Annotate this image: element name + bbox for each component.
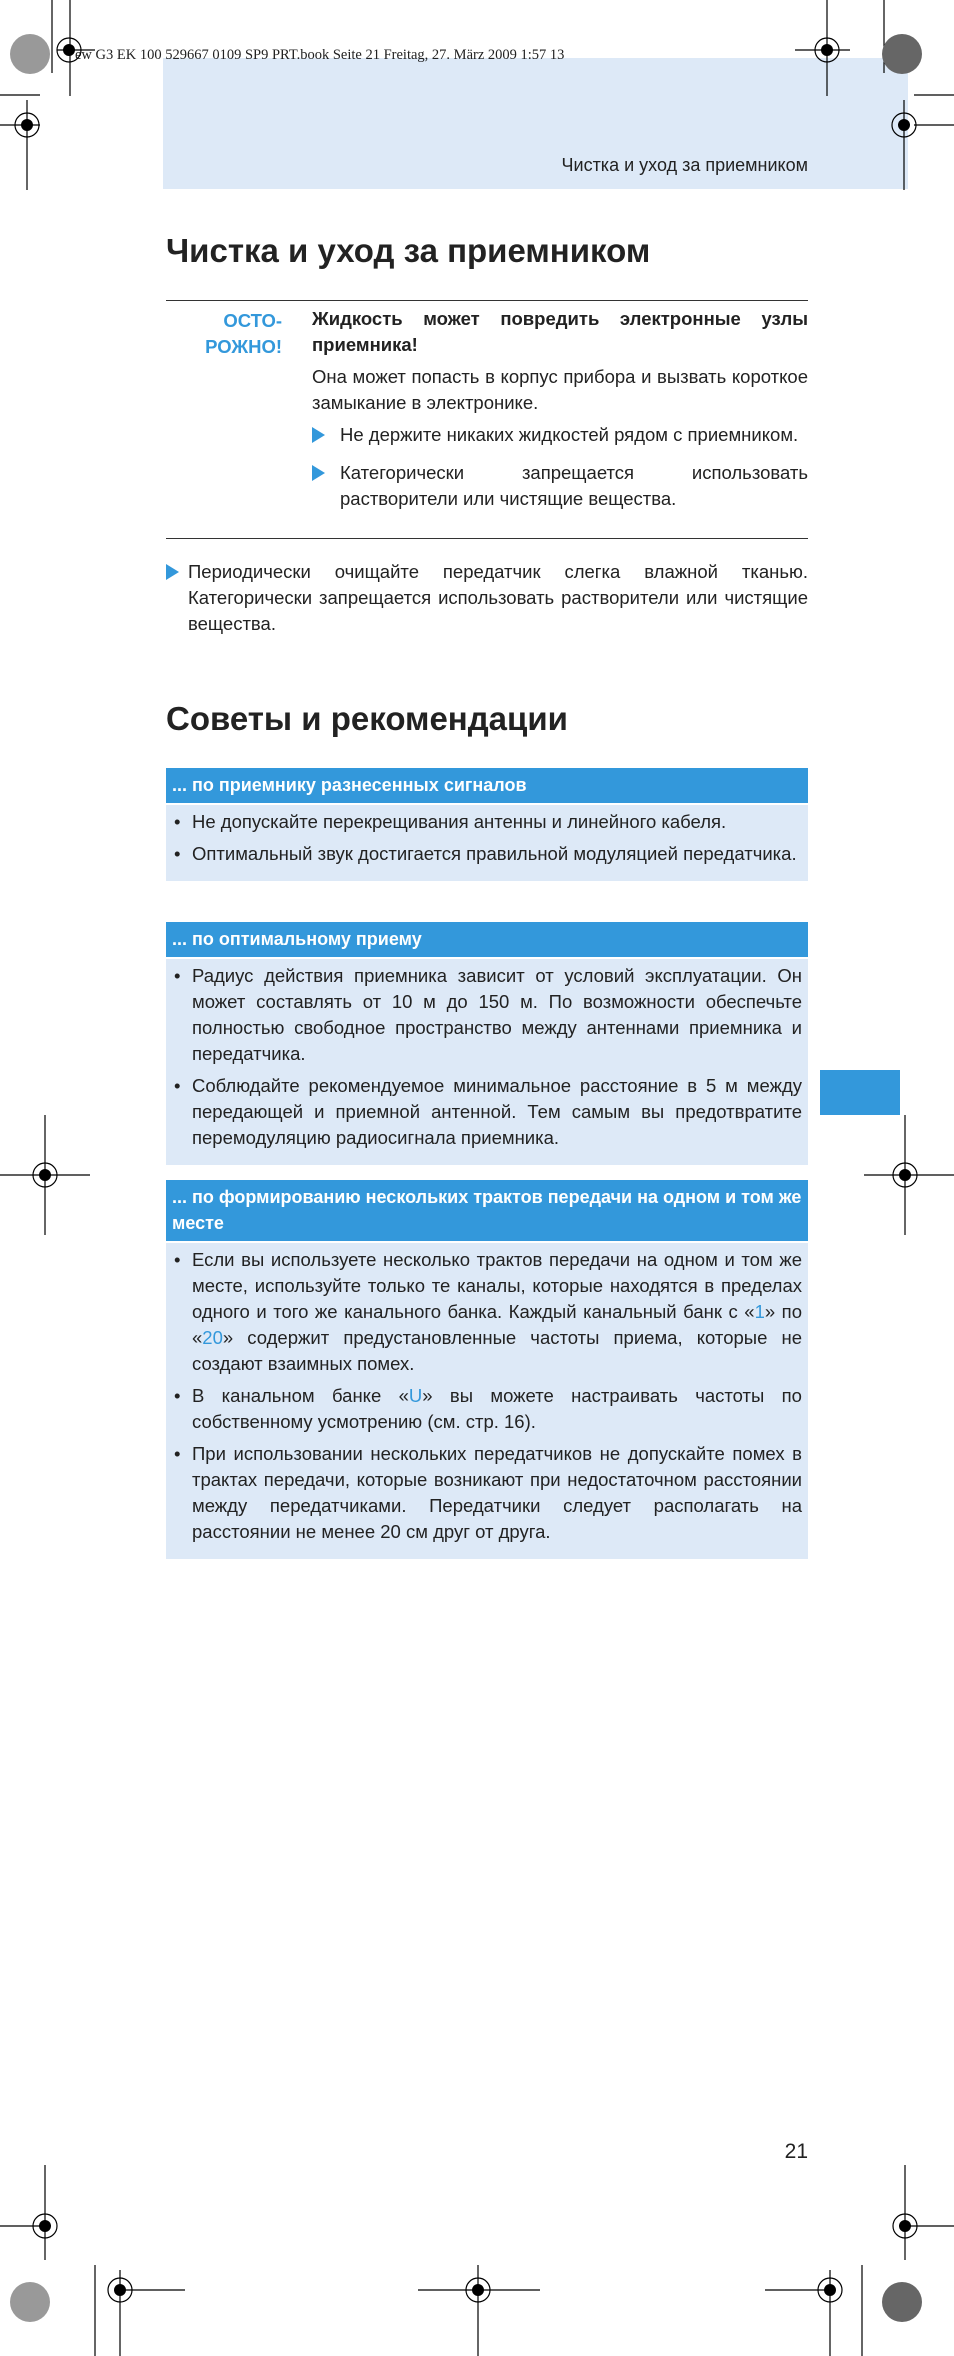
channel-bank-start: 1 [754, 1301, 765, 1322]
tip-box-reception [166, 922, 808, 1165]
warning-label-line1: ОСТО- [223, 310, 282, 331]
list-item-text: Радиус действия приемника зависит от условий эксплуатации. Он может составлять от 10 м до 150 м. По возможности обеспечьте полностью свободное пространство между антеннами приемника и передатчика. [192, 965, 802, 1064]
chapter-tab [820, 1070, 900, 1115]
list-item-text: Если вы используете несколько трактов передачи на одном и том же месте, используйте только те каналы, которые находятся в пределах одного и того же канального банка. Каждый канальный банк с « [192, 1249, 802, 1322]
channel-bank-user: U [408, 1385, 423, 1406]
print-info: ew G3 EK 100 529667 0109 SP9 PRT.book Seite 21 Freitag, 27. März 2009 1:57 13 [75, 47, 565, 63]
section-title-tips: Советы и рекомендации [166, 700, 568, 737]
list-item: • Радиус действия приемника зависит от условий эксплуатации. Он может составлять от 10 м до 150 м. По возможности обеспечьте полностью свободное пространство между антеннами приемника и передатчика. [174, 965, 802, 1064]
cleaning-instruction [166, 553, 808, 649]
arrow-icon [166, 564, 179, 580]
list-item-text: » содержит предустановленные частоты приема, которые не создают взаимных помех. [192, 1327, 802, 1374]
tip-box-multichannel [166, 1180, 808, 1559]
list-item-text: При использовании нескольких передатчиков не допускайте помех в трактах передачи, которые возникают при недостаточном расстоянии между передатчиками. Передатчики следует располагать на расстоянии не менее 20 см друг от друга. [192, 1443, 802, 1542]
list-item-text: Не допускайте перекрещивания антенны и линейного кабеля. [192, 811, 727, 832]
list-item: • Если вы используете несколько трактов передачи на одном и том же месте, используйте только те каналы, которые находятся в пределах одного и того же канального банка. Каждый канальный банк с «1» по «20» содержит предустановленные частоты приема, которые не создают взаимных помех. [174, 1249, 802, 1374]
warning-body [312, 306, 808, 524]
tip-box-diversity [166, 768, 808, 881]
warning-item-text: Не держите никаких жидкостей рядом с приемником. [340, 424, 799, 445]
warning-item-text: Категорически запрещается использовать растворители или чистящие вещества. [340, 462, 808, 509]
list-item-text: Оптимальный звук достигается правильной модуляцией передатчика. [192, 843, 797, 864]
tip-box-heading: ... по приемнику разнесенных сигналов [166, 768, 808, 805]
list-item-text: В канальном банке « [192, 1385, 409, 1406]
arrow-icon [312, 427, 325, 443]
warning-item [312, 460, 808, 512]
list-item: • Не допускайте перекрещивания антенны и линейного кабеля. [174, 811, 727, 832]
arrow-icon [312, 465, 325, 481]
warning-item [312, 422, 808, 448]
divider-top [166, 300, 808, 301]
list-item-text: » вы можете настраивать частоты по собственному усмотрению (см. стр. 16). [192, 1385, 802, 1432]
list-item-text: » по « [192, 1301, 802, 1348]
list-item: • При использовании нескольких передатчиков не допускайте помех в трактах передачи, которые возникают при недостаточном расстоянии между передатчиками. Передатчики следует располагать на расстоянии не менее 20 см друг от друга. [174, 1443, 802, 1542]
page-number: 21 [784, 2140, 808, 2163]
warning-text: Она может попасть в корпус прибора и вызвать короткое замыкание в электронике. [312, 366, 808, 413]
running-head: Чистка и уход за приемником [561, 155, 808, 175]
tip-box-heading: ... по оптимальному приему [166, 922, 808, 959]
list-item: • В канальном банке «U» вы можете настраивать частоты по собственному усмотрению (см. стр. 16). [174, 1385, 802, 1432]
channel-bank-end: 20 [202, 1327, 223, 1348]
list-item: • Соблюдайте рекомендуемое минимальное расстояние в 5 м между передающей и приемной антенной. Тем самым вы предотвратите перемодуляцию радиосигнала приемника. [174, 1075, 802, 1148]
warning-label-line2: РОЖНО! [205, 336, 282, 357]
divider-bottom [166, 538, 808, 539]
instruction-text: Периодически очищайте передатчик слегка влажной тканью. Категорически запрещается использовать растворители или чистящие вещества. [188, 561, 808, 634]
section-title-cleaning: Чистка и уход за приемником [166, 232, 651, 269]
warning-heading: Жидкость может повредить электронные узлы приемника! [312, 308, 808, 355]
list-item: • Оптимальный звук достигается правильной модуляцией передатчика. [174, 843, 797, 864]
tip-box-heading: ... по формированию нескольких трактов передачи на одном и том же месте [166, 1180, 808, 1243]
warning-label [166, 308, 282, 360]
list-item-text: Соблюдайте рекомендуемое минимальное расстояние в 5 м между передающей и приемной антенной. Тем самым вы предотвратите перемодуляцию радиосигнала приемника. [192, 1075, 802, 1148]
